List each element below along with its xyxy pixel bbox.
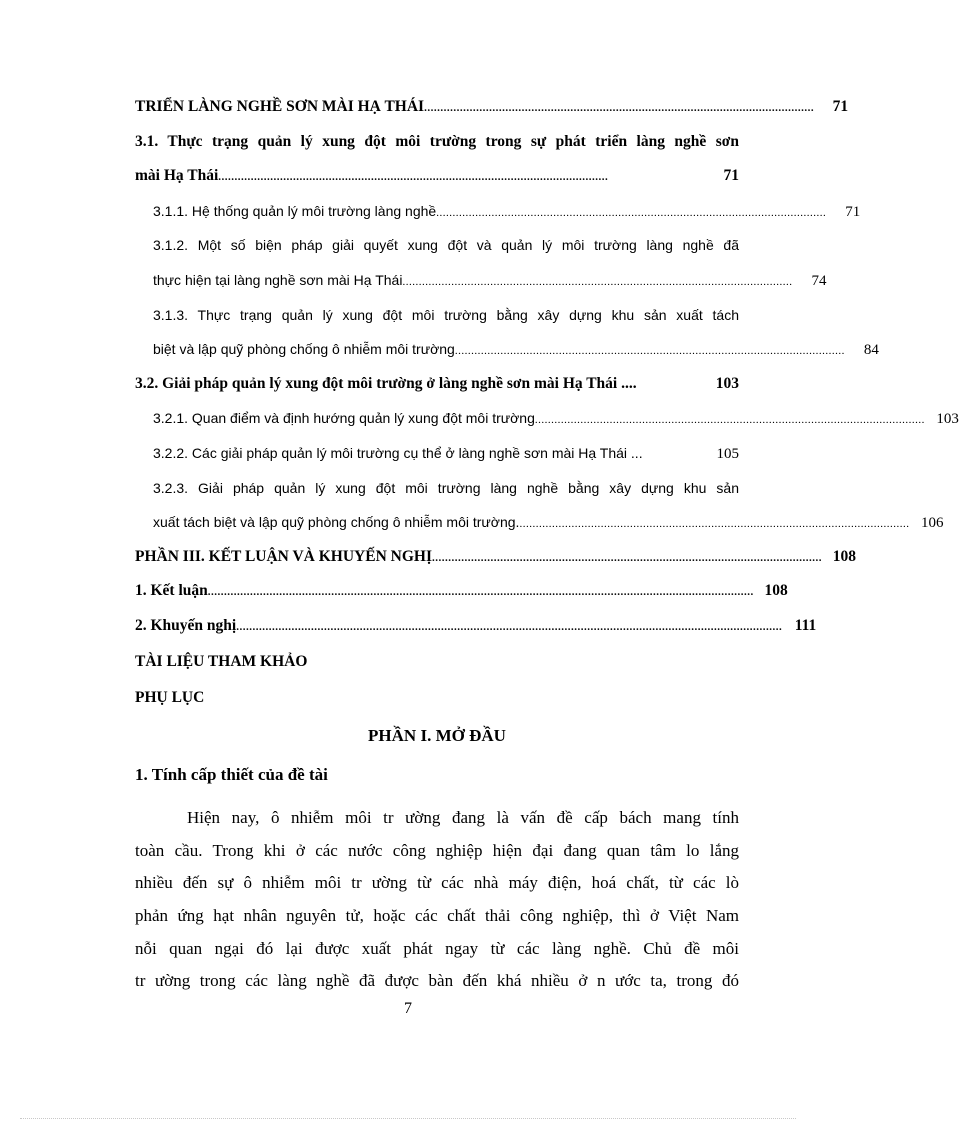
toc-entry [135,159,739,194]
toc-entry-page: 111 [794,616,817,634]
toc-entry-title: PHẦN III. KẾT LUẬN VÀ KHUYẾN NGHỊ [135,547,432,565]
toc-leader: ........................................................................................................................ [218,171,609,184]
toc-entry-title: TRIỂN LÀNG NGHỀ SƠN MÀI HẠ THÁI [135,98,425,115]
toc-leader: ........................................................................................................................ [424,102,815,114]
toc-entry [135,90,849,125]
toc-leader: ........................................................................................................................ [534,414,925,427]
toc-entry-page: 71 [832,98,849,115]
toc-entry [135,401,959,436]
toc-entry-page: 103 [936,411,959,428]
toc-leader: ........................................................................................................................ [431,551,822,564]
toc-entry-page: 103 [715,374,739,392]
toc-entry-page: 105 [716,445,739,462]
paragraph-line: toàn cầu. Trong khi ở các nước công nghiệp hiện đại đang quan tâm lo lắng [135,840,739,860]
toc-entry-page: 74 [811,272,827,289]
toc-entry [135,609,817,644]
paragraph-line: phản ứng hạt nhân nguyên tử, hoặc các chất thải công nghiệp, thì ở Việt Nam [135,906,739,926]
toc-appendix: PHỤ LỤC [135,688,205,706]
page-number: 7 [404,1000,412,1017]
toc-leader: ........................................................................................................................ [402,275,793,288]
paragraph-line: tr ường trong các làng nghề đã được bàn đến khá nhiều ở n ước ta, trong đó [135,971,739,991]
toc-entry-title: biệt và lập quỹ phòng chống ô nhiễm môi trường [153,341,455,358]
toc-entry [135,540,856,575]
body-paragraph [135,802,739,998]
toc-entry-title: 3.2.2. Các giải pháp quản lý môi trường cụ thể ở làng nghề sơn mài Hạ Thái ... [153,444,643,461]
toc-entry-title-line: 3.1.3. Thực trạng quản lý xung đột môi trường bằng xây dựng khu sản xuất tách [153,306,739,323]
toc-entry [135,505,944,540]
toc-leader: ........................................................................................................................ [454,345,845,358]
toc-entry-page: 106 [920,515,944,532]
toc-entry [135,574,788,609]
toc-entry-title: 3.2. Giải pháp quản lý xung đột môi trường ở làng nghề sơn mài Hạ Thái .... [135,374,637,392]
toc-entry-title: xuất tách biệt và lập quỹ phòng chống ô nhiễm môi trường. [153,514,520,531]
toc-entry-title: 1. Kết luận [135,582,208,600]
toc-entry [135,194,861,229]
paragraph-line: nỗi quan ngại đó lại được xuất phát ngay từ các làng nghề. Chủ đề môi [135,938,739,958]
paragraph-line: Hiện nay, ô nhiễm môi tr ường đang là vấn đề cấp bách mang tính [187,808,739,827]
toc-entry [135,367,739,402]
toc-entry-page: 108 [832,547,856,565]
paragraph-line: nhiều đến sự ô nhiễm môi tr ường từ các nhà máy điện, hoá chất, từ các lò [135,873,739,893]
toc-entry-title: 3.1.1. Hệ thống quản lý môi trường làng nghề [153,202,437,219]
toc-entry-title: 2. Khuyến nghị [135,616,237,634]
toc-entry-title: 3.2.1. Quan điểm và định hướng quản lý xung đột môi trường [153,410,535,427]
toc-entry [135,263,827,298]
toc-entry-page: 71 [723,167,739,185]
toc-entry-page: 108 [764,582,788,600]
toc-leader: ........................................................................................................................ [436,206,827,219]
toc-entry-title-line: 3.1. Thực trạng quản lý xung đột môi trường trong sự phát triển làng nghề sơn [135,132,739,150]
toc-references: TÀI LIỆU THAM KHẢO [135,652,308,670]
toc-entry-title-line: 3.1.2. Một số biện pháp giải quyết xung đột và quản lý môi trường làng nghề đã [153,237,739,254]
toc-entry-title: mài Hạ Thái [135,167,219,185]
toc-leader: ........................................................................................................................................................................ [236,620,783,633]
toc-entry-title: thực hiện tại làng nghề sơn mài Hạ Thái [153,271,403,288]
section-heading: 1. Tính cấp thiết của đề tài [135,765,328,784]
toc-entry-title-line: 3.2.3. Giải pháp quản lý xung đột môi trường làng nghề bằng xây dựng khu sản [153,479,739,496]
table-of-contents [135,90,959,716]
page-bottom-border [20,1118,796,1119]
toc-leader: ........................................................................................................................ [519,518,910,531]
toc-entry [135,436,739,471]
part-heading: PHẦN I. MỞ ĐẦU [368,726,506,745]
toc-entry-page: 84 [863,342,879,359]
toc-entry-page: 71 [845,203,861,220]
toc-leader: ........................................................................................................................................................................ [207,586,754,599]
toc-entry [135,332,879,367]
